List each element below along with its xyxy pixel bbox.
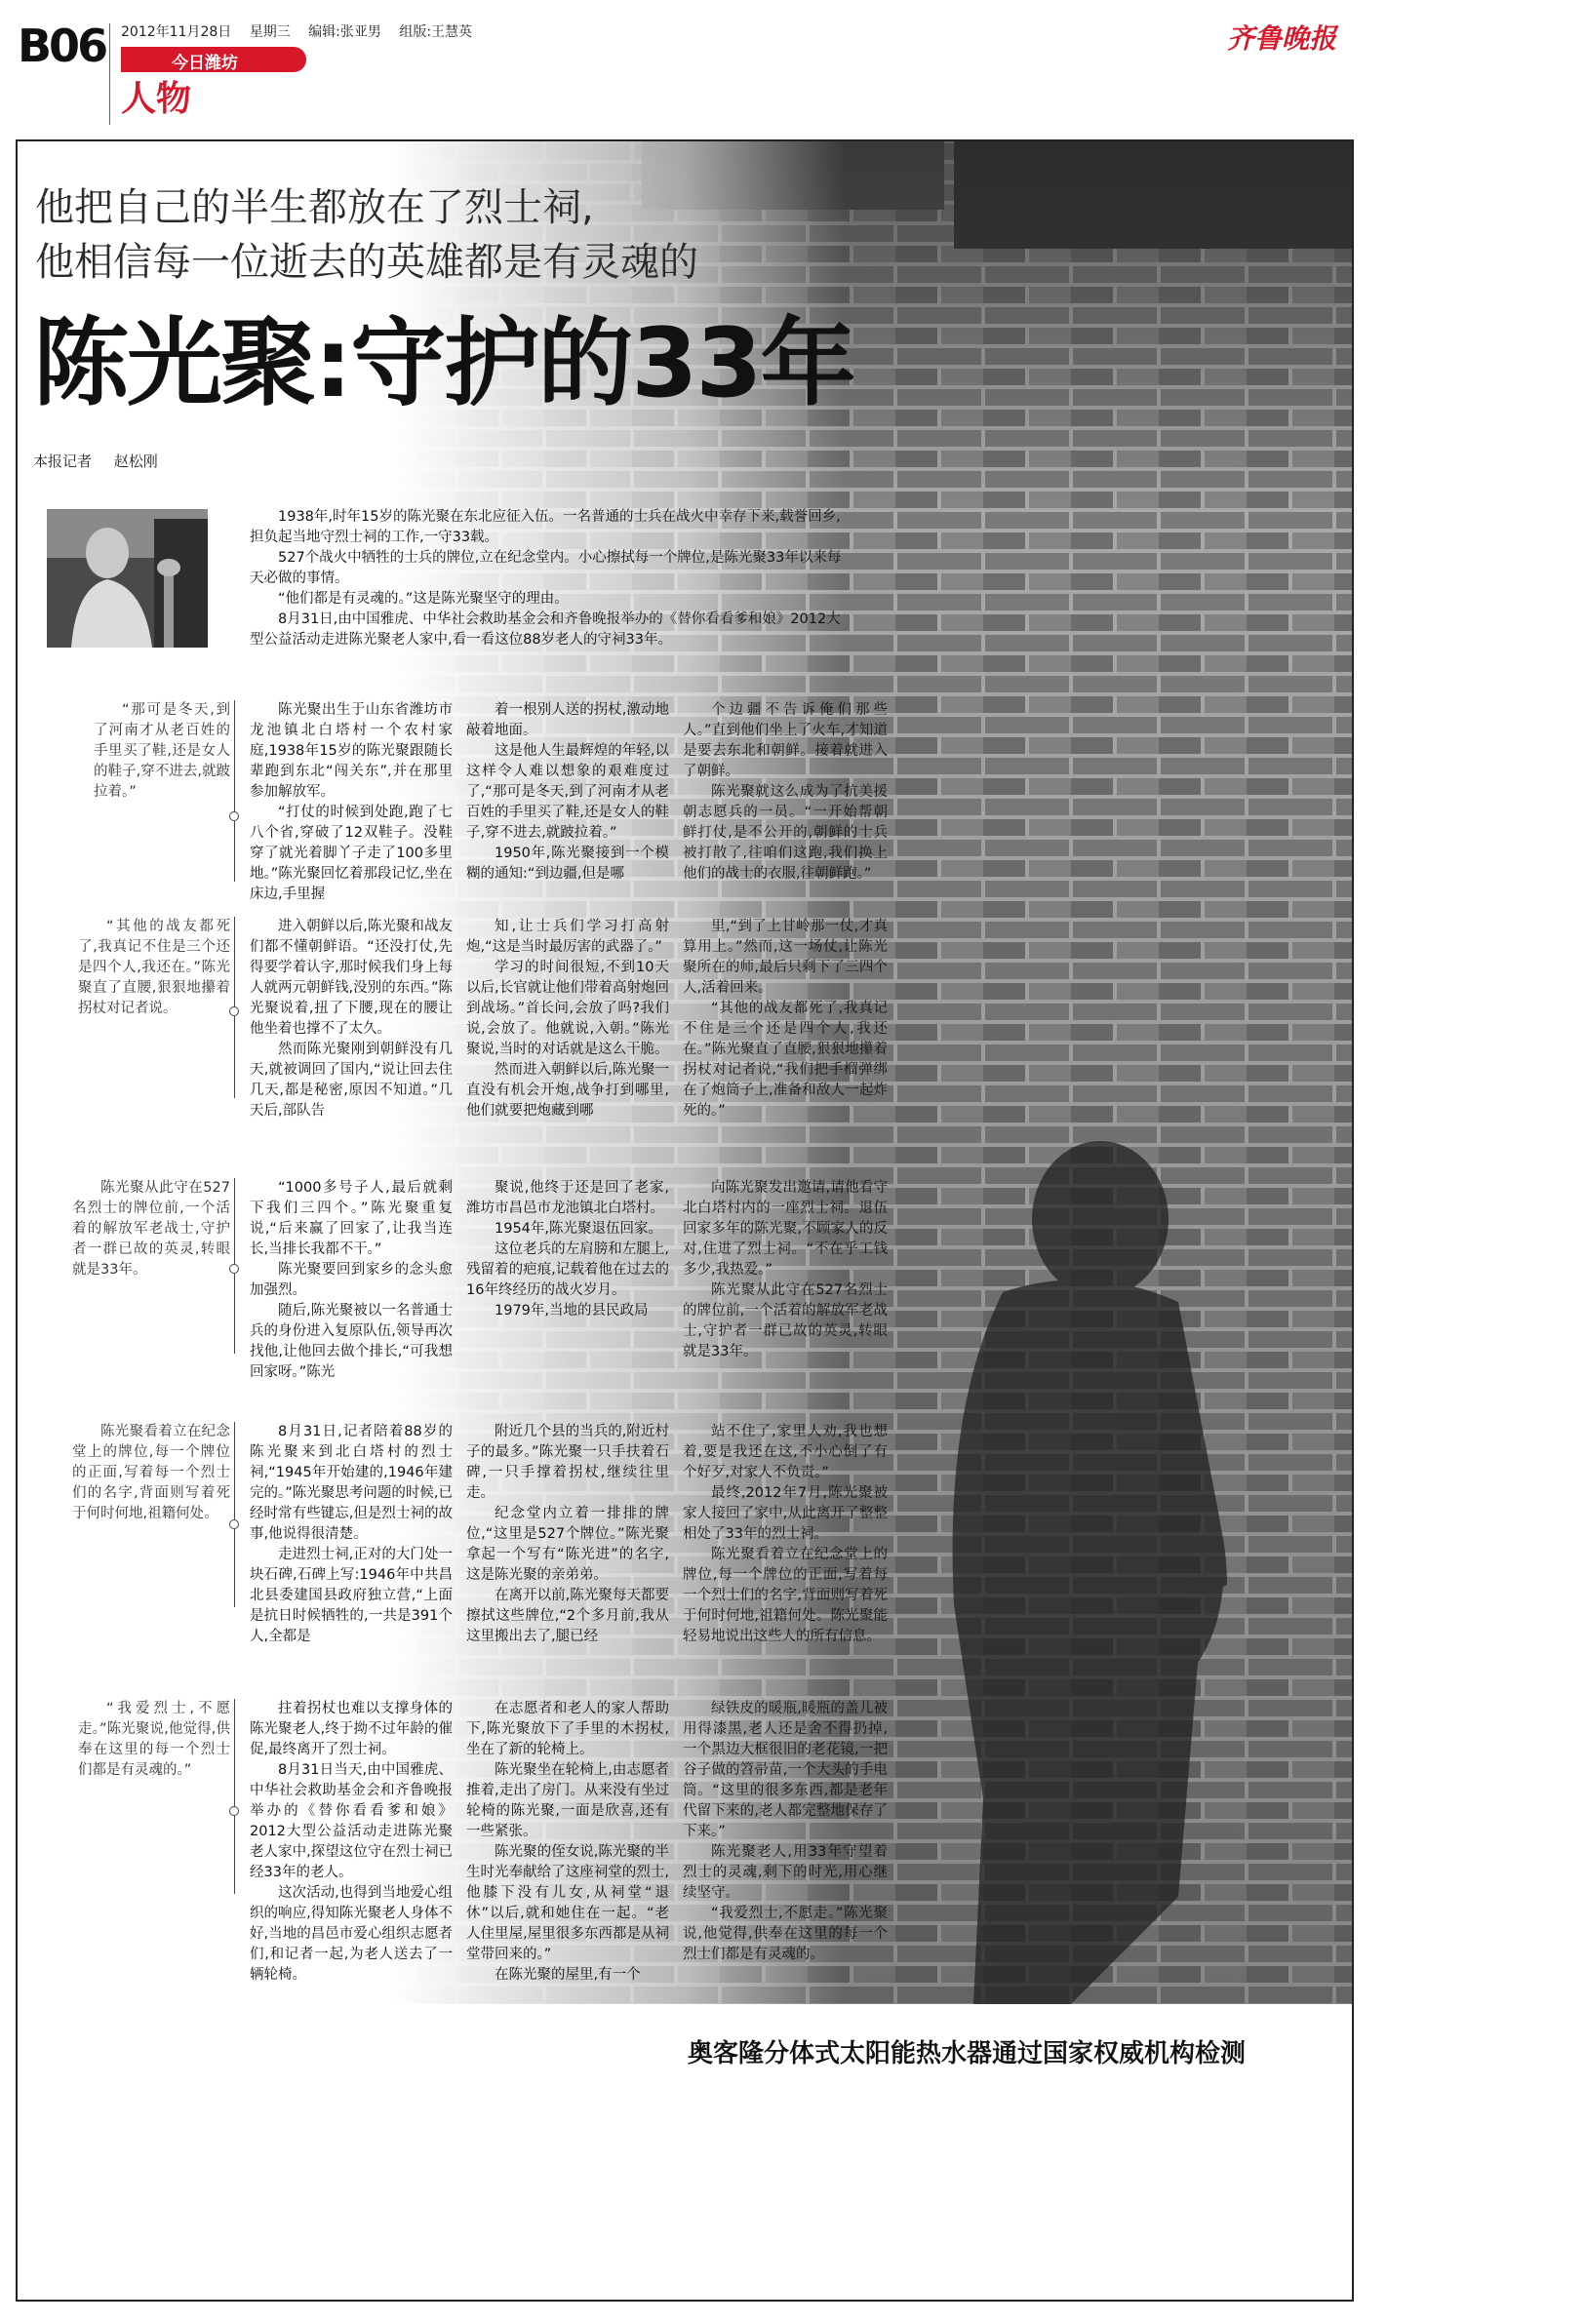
pull-quote-text: 陈光聚看着立在纪念堂上的牌位,每一个牌位的正面,写着每一个烈士们的名字,背面则写着死于何时何地,祖籍何处。 (72, 1424, 230, 1521)
paragraph: 知,让士兵们学习打高射炮,“这是当时最厉害的武器了。” (466, 919, 669, 955)
article-headline: 陈光聚:守护的33年 (33, 308, 854, 419)
page-number: B06 (18, 20, 106, 72)
paragraph: 纪念堂内立着一排排的牌位,“这里是527个牌位。”陈光聚拿起一个写有“陈光进”的名字,这是陈光聚的亲弟弟。 (466, 1506, 669, 1583)
article-column (250, 1422, 453, 1647)
paragraph: “打仗的时候到处跑,跑了七八个省,穿破了12双鞋子。没鞋穿了就光着脚丫子走了100多里地。”陈光聚回忆着那段记忆,坐在床边,手里握 (250, 805, 453, 902)
paragraph: 个边疆不告诉俺们那些人。”直到他们坐上了火车,才知道是要去东北和朝鲜。接着就进入了朝鲜。 (683, 702, 888, 779)
portrait-photo (47, 509, 208, 648)
article-deck (35, 180, 698, 290)
article-column (683, 1422, 888, 1647)
article-column (683, 1699, 888, 1965)
issue-weekday: 星期三 (249, 24, 291, 40)
section-title: 人物 (121, 79, 192, 119)
pull-quote-dot (229, 1806, 239, 1816)
paragraph: 这是他人生最辉煌的年轻,以这样令人难以想象的艰难度过了,“那可是冬天,到了河南才从老百姓的手里买了鞋,还是女人的鞋子,穿不进去,就跛拉着。” (466, 743, 669, 841)
paragraph: 聚说,他终于还是回了老家,潍坊市昌邑市龙池镇北白塔村。 (466, 1180, 669, 1216)
deck-line-2: 他相信每一位逝去的英雄都是有灵魂的 (35, 240, 698, 285)
paragraph: 着一根别人送的拐杖,激动地敲着地面。 (466, 702, 669, 738)
paragraph: 拄着拐杖也难以支撑身体的陈光聚老人,终于拗不过年龄的催促,最终离开了烈士祠。 (250, 1701, 453, 1757)
article-column (466, 700, 669, 885)
paragraph: 附近几个县的当兵的,附近村子的最多。”陈光聚一只手扶着石碑,一只手撑着拐杖,继续往里走。 (466, 1424, 669, 1501)
intro-paragraph: 1938年,时年15岁的陈光聚在东北应征入伍。一名普通的士兵在战火中幸存下来,载誉回乡,担负起当地守烈士祠的工作,一守33载。 (250, 509, 841, 545)
pull-quote-rule (234, 1422, 235, 1607)
pull-quote-dot (229, 1006, 239, 1016)
paragraph: 1979年,当地的县民政局 (495, 1303, 649, 1319)
article-column (466, 917, 669, 1122)
paragraph: 在离开以前,陈光聚每天都要擦拭这些牌位,“2个多月前,我从这里搬出去了,腿已经 (466, 1588, 669, 1644)
paragraph: 陈光聚出生于山东省潍坊市龙池镇北白塔村一个农村家庭,1938年15岁的陈光聚跟随长辈跑到东北“闯关东”,并在那里参加解放军。 (250, 702, 453, 800)
pull-quote-text: “其他的战友都死了,我真记不住是三个还是四个人,我还在。”陈光聚直了直腰,狠狠地攥着拐杖对记者说。 (78, 919, 230, 1016)
paragraph: 这位老兵的左肩膀和左腿上,残留着的疤痕,记载着他在过去的16年终经历的战火岁月。 (466, 1241, 669, 1298)
pull-quote (72, 1178, 230, 1280)
paragraph: 然而陈光聚刚到朝鲜没有几天,就被调回了国内,“说让回去住几天,都是秘密,原因不知道。”几天后,部队告 (250, 1042, 453, 1119)
pull-quote (78, 1699, 230, 1781)
article-column (683, 1178, 888, 1362)
pull-quote-text: “我爱烈士,不愿走。”陈光聚说,他觉得,供奉在这里的每一个烈士们都是有灵魂的。” (78, 1701, 230, 1778)
paragraph: 最终,2012年7月,陈光聚被家人接回了家中,从此离开了整整相处了33年的烈士祠。 (683, 1485, 888, 1542)
intro-paragraph: “他们都是有灵魂的。”这是陈光聚坚守的理由。 (278, 591, 569, 607)
pull-quote (94, 700, 230, 803)
pull-quote-dot (229, 1264, 239, 1274)
pull-quote (78, 917, 230, 1019)
pull-quote-text: 陈光聚从此守在527名烈士的牌位前,一个活着的解放军老战士,守护者一群已故的英灵,转眼就是33年。 (72, 1180, 230, 1278)
article-column (683, 700, 888, 885)
article-column (466, 1699, 669, 1986)
paragraph: “1000多号子人,最后就剩下我们三四个。”陈光聚重复说,“后来赢了回家了,让我当连长,当排长我都不干。” (250, 1180, 453, 1257)
paragraph: 进入朝鲜以后,陈光聚和战友们都不懂朝鲜语。“还没打仗,先得要学着认字,那时候我们身上每人就两元朝鲜钱,没别的东西。”陈光聚说着,扭了下腰,现在的腰让他坐着也撑不了太久。 (250, 919, 453, 1037)
article-intro (250, 507, 854, 650)
article-column (466, 1178, 669, 1321)
article-column (683, 917, 888, 1122)
article-column (250, 1699, 453, 1986)
paragraph: 向陈光聚发出邀请,请他看守北白塔村内的一座烈士祠。退伍回家多年的陈光聚,不顾家人的反对,住进了烈士祠。“不在乎工钱多少,我热爱。” (683, 1180, 888, 1278)
paragraph: 走进烈士祠,正对的大门处一块石碑,石碑上写:1946年中共昌北县委建国县政府独立营,“上面是抗日时候牺牲的,一共是391个人,全都是 (250, 1547, 453, 1644)
paragraph: 1950年,陈光聚接到一个模糊的通知:“到边疆,但是哪 (466, 846, 669, 882)
article-column (250, 700, 453, 905)
byline-name: 赵松刚 (113, 453, 158, 470)
intro-paragraph: 527个战火中牺牲的士兵的牌位,立在纪念堂内。小心擦拭每一个牌位,是陈光聚33年以来每天必做的事情。 (250, 550, 842, 586)
pull-quote-text: “那可是冬天,到了河南才从老百姓的手里买了鞋,还是女人的鞋子,穿不进去,就跛拉着。” (94, 702, 230, 800)
article-column (466, 1422, 669, 1647)
article-column (250, 917, 453, 1122)
pull-quote-dot (229, 811, 239, 821)
pull-quote-rule (234, 1699, 235, 1894)
paragraph: 陈光聚就这么成为了抗美援朝志愿兵的一员。“一开始帮朝鲜打仗,是不公开的,朝鲜的士兵被打散了,往咱们这跑,我们换上他们的战士的衣服,往朝鲜跑。” (683, 784, 888, 882)
paragraph: 陈光聚从此守在527名烈士的牌位前,一个活着的解放军老战士,守护者一群已故的英灵,转眼就是33年。 (683, 1282, 888, 1359)
byline-label: 本报记者 (33, 453, 93, 470)
paragraph: 8月31日,记者陪着88岁的陈光聚来到北白塔村的烈士祠,“1945年开始建的,1946年建完的。”陈光聚思考问题的时候,已经时常有些键忘,但是烈士祠的故事,他说得很清楚。 (250, 1424, 453, 1542)
intro-paragraph: 8月31日,由中国雅虎、中华社会救助基金会和齐鲁晚报举办的《替你看看爹和娘》2012大型公益活动走进陈光聚老人家中,看一看这位88岁老人的守祠33年。 (250, 611, 841, 648)
advertisement-headline: 奥客隆分体式太阳能热水器通过国家权威机构检测 (688, 2039, 1247, 2068)
paragraph: 陈光聚要回到家乡的念头愈加强烈。 (250, 1262, 453, 1298)
paragraph: 随后,陈光聚被以一名普通士兵的身份进入复原队伍,领导再次找他,让他回去做个排长,“可我想回家呀。”陈光 (250, 1303, 453, 1380)
paragraph: 这次活动,也得到当地爱心组织的响应,得知陈光聚老人身体不好,当地的昌邑市爱心组织志愿者们,和记者一起,为老人送去了一辆轮椅。 (250, 1885, 453, 1983)
deck-line-1: 他把自己的半生都放在了烈士祠, (35, 185, 594, 230)
section-label: 今日潍坊 (172, 54, 238, 73)
pull-quote-dot (229, 1519, 239, 1529)
paragraph: “其他的战友都死了,我真记不住是三个还是四个人,我还在。”陈光聚直了直腰,狠狠地攥着拐杖对记者说,“我们把手榴弹绑在了炮筒子上,准备和敌人一起炸死的。” (683, 1001, 888, 1119)
issue-date: 2012年11月28日 (121, 24, 232, 40)
paragraph: 陈光聚坐在轮椅上,由志愿者推着,走出了房门。从来没有坐过轮椅的陈光聚,一面是欣喜,还有一些紧张。 (466, 1762, 669, 1839)
paragraph: 绿铁皮的暖瓶,暖瓶的盖儿被用得漆黑,老人还是舍不得扔掉,一个黑边大框很旧的老花镜,一把谷子做的笤帚苗,一个大头的手电筒。“这里的很多东西,都是老年代留下来的,老人都完整地保存了下来。” (683, 1701, 888, 1839)
article-column (250, 1178, 453, 1383)
paragraph: 8月31日当天,由中国雅虎、中华社会救助基金会和齐鲁晚报举办的《替你看看爹和娘》2012大型公益活动走进陈光聚老人家中,探望这位守在烈士祠已经33年的老人。 (250, 1762, 453, 1880)
pull-quote (72, 1422, 230, 1524)
paragraph: 陈光聚老人,用33年守望着烈士的灵魂,剩下的时光,用心继续坚守。 (683, 1844, 888, 1901)
layout-credit: 组版:王慧英 (399, 24, 473, 40)
editor-credit: 编辑:张亚男 (308, 24, 381, 40)
paragraph: 里,“到了上甘岭那一仗,才真算用上。”然而,这一场仗,让陈光聚所在的师,最后只剩下了三四个人,活着回来。 (683, 919, 888, 996)
header-meta (121, 21, 486, 41)
paragraph: 1954年,陈光聚退伍回家。 (495, 1221, 663, 1237)
paragraph: “我爱烈士,不愿走。”陈光聚说,他觉得,供奉在这里的每一个烈士们都是有灵魂的。 (683, 1906, 888, 1962)
paragraph: 陈光聚看着立在纪念堂上的牌位,每一个牌位的正面,写着每一个烈士们的名字,背面则写着死于何时何地,祖籍何处。陈光聚能轻易地说出这些人的所有信息。 (683, 1547, 888, 1644)
header-divider (109, 23, 110, 125)
paragraph: 站不住了,家里人劝,我也想着,要是我还在这,不小心倒了有个好歹,对家人不负责。” (683, 1424, 888, 1480)
paragraph: 陈光聚的侄女说,陈光聚的半生时光奉献给了这座祠堂的烈士,他膝下没有儿女,从祠堂“退休”以后,就和她住在一起。“老人住里屋,屋里很多东西都是从祠堂带回来的。” (466, 1844, 669, 1962)
masthead-logo: 齐鲁晚报 (1227, 22, 1337, 55)
paragraph: 在陈光聚的屋里,有一个 (495, 1967, 641, 1983)
byline (33, 451, 176, 471)
paragraph: 在志愿者和老人的家人帮助下,陈光聚放下了手里的木拐杖,坐在了新的轮椅上。 (466, 1701, 669, 1757)
pull-quote-rule (234, 700, 235, 882)
paragraph: 然而进入朝鲜以后,陈光聚一直没有机会开炮,战争打到哪里,他们就要把炮藏到哪 (466, 1062, 669, 1119)
paragraph: 学习的时间很短,不到10天以后,长官就让他们带着高射炮回到战场。”首长问,会放了吗?我们说,会放了。他就说,入朝。”陈光聚说,当时的对话就是这么干脆。 (466, 960, 669, 1057)
